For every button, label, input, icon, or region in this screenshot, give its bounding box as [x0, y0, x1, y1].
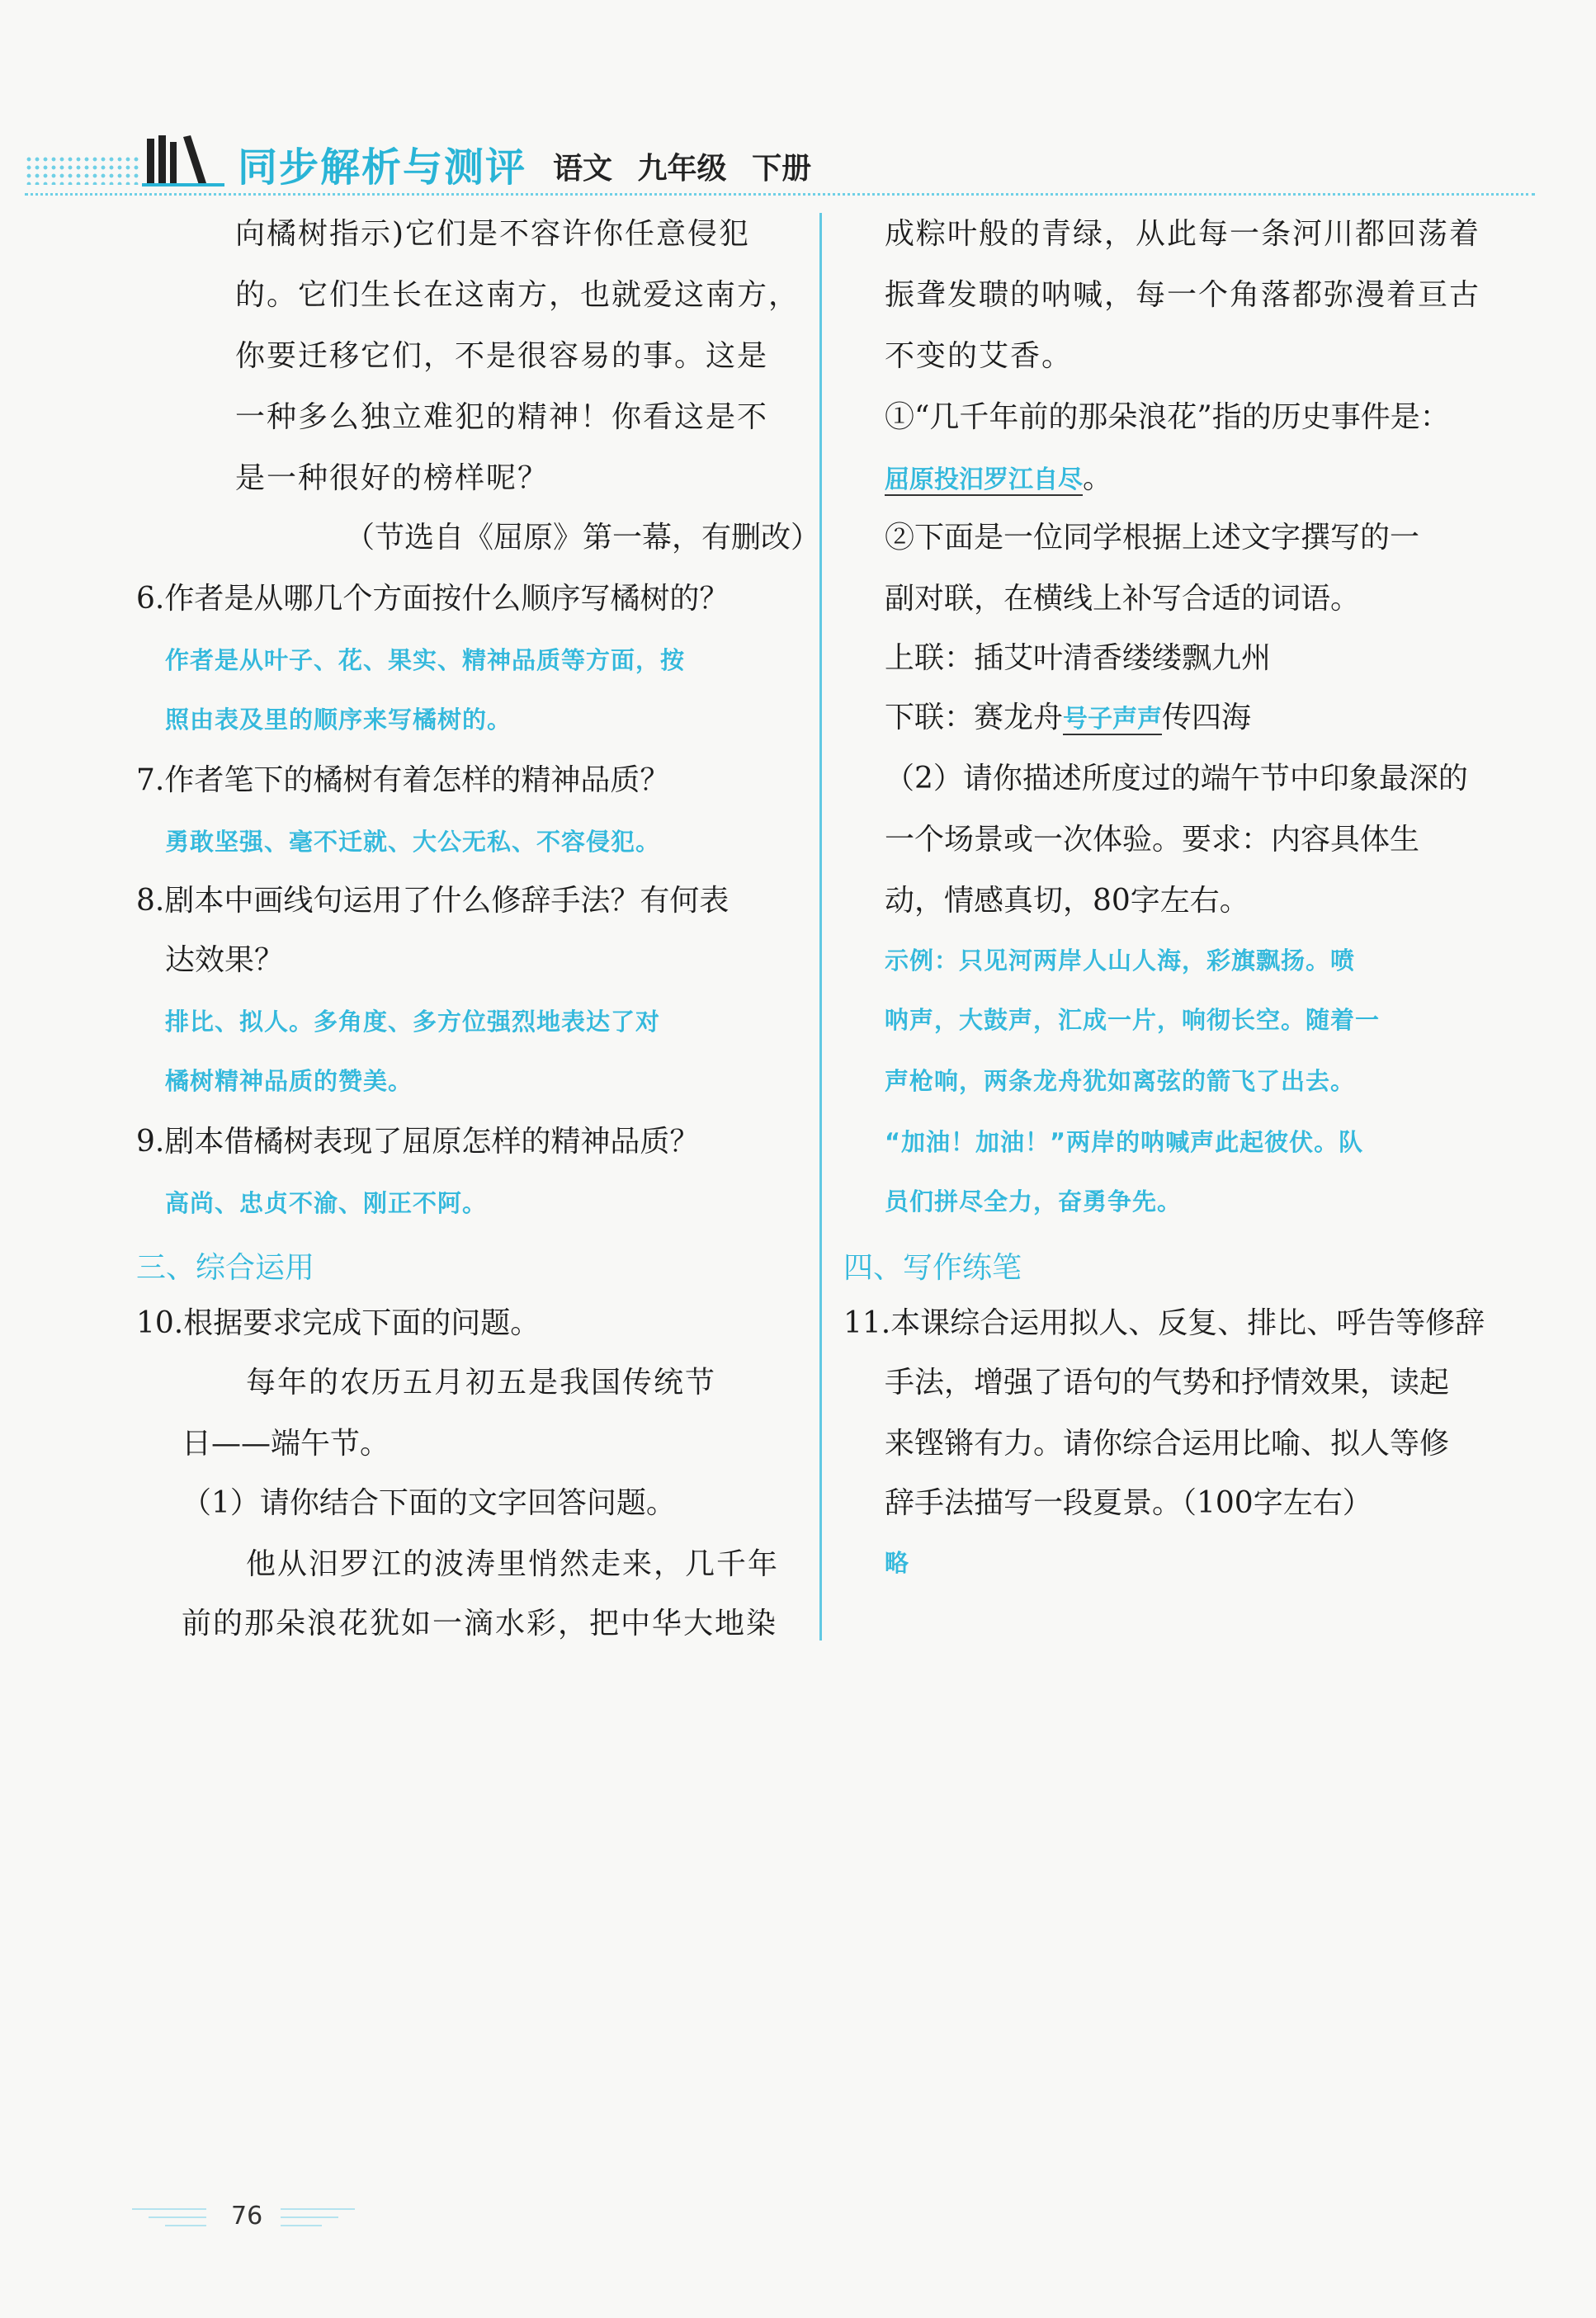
question-11-line2: 手法，增强了语句的气势和抒情效果，读起	[885, 1366, 1450, 1400]
answer-6-line1: 作者是从叶子、花、果实、精神品质等方面，按	[165, 646, 686, 674]
question-7: 7.作者笔下的橘树有着怎样的精神品质？	[136, 763, 670, 797]
page-number: 76	[231, 2202, 263, 2231]
footer-rule	[149, 2216, 206, 2218]
answer-10-1-a: 屈原投汨罗江自尽	[885, 465, 1083, 494]
reading-line: 他从汨罗江的波涛里悄然走来，几千年	[246, 1547, 780, 1581]
question-10-1-b-line2: 副对联，在横线上补写合适的词语。	[885, 582, 1361, 616]
question-8-line2: 达效果？	[165, 943, 285, 977]
question-10-text: 每年的农历五月初五是我国传统节	[246, 1366, 717, 1400]
answer-6-line2: 照由表及里的顺序来写橘树的。	[165, 706, 512, 734]
series-title: 同步解析与测评	[238, 144, 527, 191]
passage-source: （节选自《屈原》第一幕，有删改）	[345, 521, 821, 555]
footer-rule	[281, 2208, 355, 2210]
answer-9: 高尚、忠贞不渝、刚正不阿。	[165, 1189, 488, 1217]
answer-10-2-line: 声枪响，两条龙舟犹如离弦的箭飞了出去。	[885, 1067, 1356, 1095]
answer-10-2-line: 呐声，大鼓声，汇成一片，响彻长空。随着一	[885, 1006, 1381, 1034]
answer-8-line1: 排比、拟人。多角度、多方位强烈地表达了对	[165, 1008, 661, 1036]
answer-10-1-a-line: 屈原投汨罗江自尽。	[885, 461, 1113, 495]
question-10-text: 日——端午节。	[182, 1427, 390, 1461]
column-divider	[819, 213, 822, 1641]
section-heading-3: 三、综合运用	[136, 1251, 315, 1285]
reading-line: 前的那朵浪花犹如一滴水彩，把中华大地染	[182, 1607, 778, 1641]
reading-line: 振聋发聩的呐喊，每一个角落都弥漫着亘古	[885, 278, 1481, 312]
question-10: 10.根据要求完成下面的问题。	[136, 1306, 541, 1340]
answer-8-line2: 橘树精神品质的赞美。	[165, 1067, 413, 1095]
passage-line: 是一种很好的榜样呢？	[235, 461, 550, 495]
footer-rule	[281, 2216, 338, 2218]
couplet-upper: 上联：插艾叶清香缕缕飘九州	[885, 641, 1272, 675]
answer-11: 略	[885, 1549, 910, 1577]
question-10-2-line1: （2）请你描述所度过的端午节中印象最深的	[885, 762, 1468, 795]
question-10-2-line3: 动，情感真切，80字左右。	[885, 884, 1249, 918]
answer-10-2-line: 示例：只见河两岸人山人海，彩旗飘扬。喷	[885, 947, 1356, 975]
passage-line: 的。它们生长在这南方，也就爱这南方，	[235, 278, 800, 312]
books-logo-icon	[142, 134, 228, 188]
reading-line: 不变的艾香。	[885, 339, 1074, 373]
header-dots-decoration	[25, 155, 140, 185]
question-8-line1: 8.剧本中画线句运用了什么修辞手法？有何表	[136, 884, 730, 918]
passage-line: 你要迁移它们，不是很容易的事。这是	[235, 339, 769, 373]
question-6: 6.作者是从哪几个方面按什么顺序写橘树的？	[136, 582, 730, 616]
subject-label: 语文 九年级 下册	[553, 152, 812, 186]
question-10-sub1: （1）请你结合下面的文字回答问题。	[182, 1486, 676, 1520]
answer-7: 勇敢坚强、毫不迁就、大公无私、不容侵犯。	[165, 828, 661, 856]
footer-rule	[132, 2208, 206, 2210]
page-header	[25, 132, 1535, 198]
answer-10-2-line: 员们拼尽全力，奋勇争先。	[885, 1187, 1183, 1216]
question-11-line1: 11.本课综合运用拟人、反复、排比、呼告等修辞	[843, 1306, 1485, 1340]
section-heading-4: 四、写作练笔	[843, 1251, 1022, 1285]
footer-rule	[281, 2225, 322, 2226]
passage-line: 向橘树指示)它们是不容许你任意侵犯	[235, 217, 751, 251]
question-10-1-b-line1: ②下面是一位同学根据上述文字撰写的一	[885, 521, 1420, 555]
page-footer	[132, 2198, 363, 2231]
question-9: 9.剧本借橘树表现了屈原怎样的精神品质？	[136, 1125, 700, 1159]
header-divider	[25, 193, 1535, 196]
footer-rule	[165, 2225, 206, 2226]
reading-line: 成粽叶般的青绿，从此每一条河川都回荡着	[885, 217, 1481, 251]
question-10-1-a: ①“几千年前的那朵浪花”指的历史事件是：	[885, 400, 1450, 434]
question-10-2-line2: 一个场景或一次体验。要求：内容具体生	[885, 823, 1420, 857]
question-11-line4: 辞手法描写一段夏景。（100字左右）	[885, 1486, 1372, 1520]
couplet-lower: 下联：赛龙舟号子声声传四海	[885, 701, 1252, 734]
answer-10-2-line: “加油！加油！”两岸的呐喊声此起彼伏。队	[885, 1128, 1364, 1156]
question-11-line3: 来铿锵有力。请你综合运用比喻、拟人等修	[885, 1427, 1450, 1461]
passage-line: 一种多么独立难犯的精神！你看这是不	[235, 400, 769, 434]
couplet-blank-answer: 号子声声	[1063, 705, 1163, 734]
